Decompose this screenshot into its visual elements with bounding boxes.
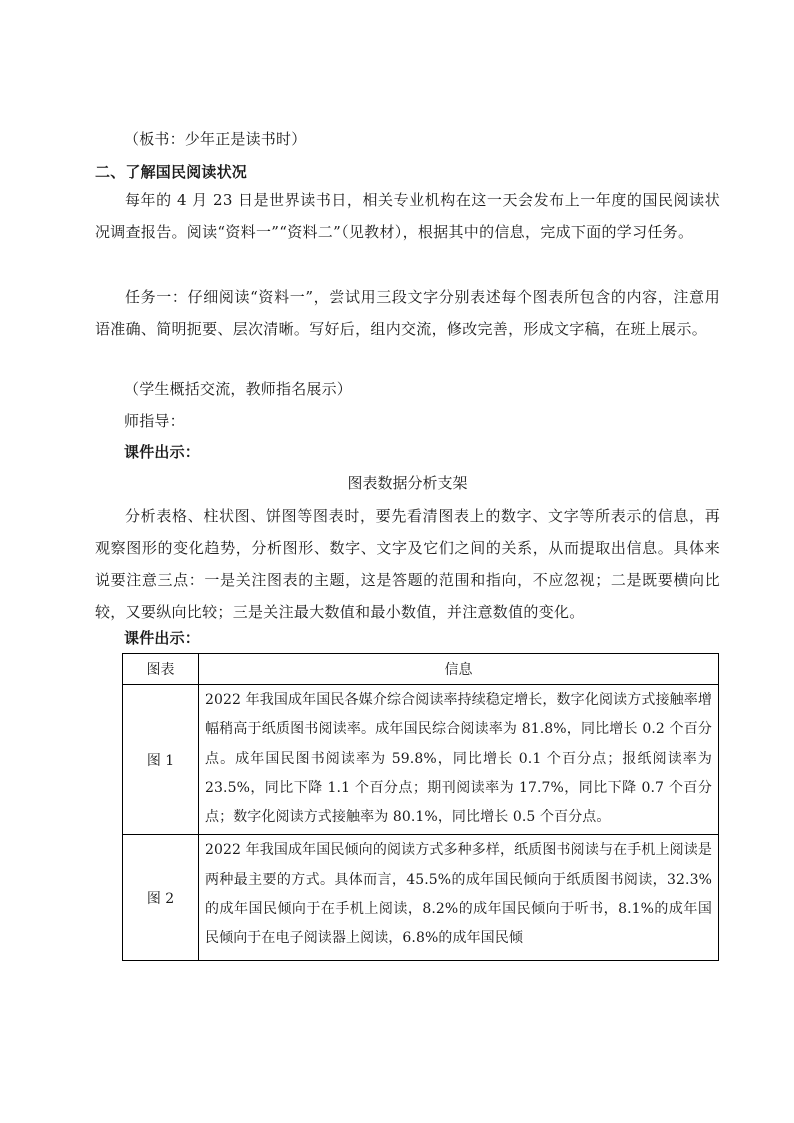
student-note: （学生概括交流，教师指名展示） (124, 380, 353, 398)
table-header-chart: 图表 (123, 654, 199, 685)
courseware-label-2: 课件出示： (124, 629, 201, 647)
intro-paragraph: 每年的 4 月 23 日是世界读书日，相关专业机构在这一天会发布上一年度的国民阅读状况调查报告。阅读“资料一”“资料二”（见教材），根据其中的信息，完成下面的学习任务。 (95, 191, 720, 241)
framework-title: 图表数据分析支架 (347, 474, 468, 492)
table-header-row (123, 654, 719, 685)
table-row-text: 2022 年我国成年国民各媒介综合阅读率持续稳定增长，数字化阅读方式接触率增幅稍高于纸质图书阅读率。成年国民综合阅读率为 81.8%，同比增长 0.2 个百分点。成年国民图书阅读率为 59.8%，同比增长 0.1 个百分点；报纸阅读率为 23.5%，同比下降 1.1 个百分点；期刊阅读率为 17.7%，同比下降 0.7 个百分点；数字化阅读方式接触率为 80.1%，同比增长 0.5 个百分点。 (199, 685, 719, 835)
task-paragraph: 任务一：仔细阅读“资料一”，尝试用三段文字分别表述每个图表所包含的内容，注意用语准确、简明扼要、层次清晰。写好后，组内交流，修改完善，形成文字稿，在班上展示。 (95, 288, 720, 338)
table-row-label: 图 2 (123, 835, 199, 961)
teacher-guide: 师指导： (124, 412, 185, 430)
framework-paragraph: 分析表格、柱状图、饼图等图表时，要先看清图表上的数字、文字等所表示的信息，再观察图形的变化趋势，分析图形、数字、文字及它们之间的关系，从而提取出信息。具体来说要注意三点：一是关注图表的主题，这是答题的范围和指向，不应忽视；二是既要横向比较，又要纵向比较；三是关注最大数值和最小数值，并注意数值的变化。 (95, 507, 720, 621)
board-note: （板书：少年正是读书时） (124, 130, 307, 148)
table-row-text: 2022 年我国成年国民倾向的阅读方式多种多样，纸质图书阅读与在手机上阅读是两种最主要的方式。具体而言，45.5%的成年国民倾向于纸质图书阅读，32.3%的成年国民倾向于在手机上阅读，8.2%的成年国民倾向于听书，8.1%的成年国民倾向于在电子阅读器上阅读，6.8%的成年国民倾 (205, 842, 712, 947)
table-row (123, 685, 719, 835)
info-table (122, 653, 719, 961)
section-heading: 二、了解国民阅读状况 (95, 163, 248, 181)
courseware-label-1: 课件出示： (124, 443, 201, 461)
table-row-label: 图 1 (123, 685, 199, 835)
table-row (123, 835, 719, 961)
table-header-info: 信息 (199, 654, 719, 685)
